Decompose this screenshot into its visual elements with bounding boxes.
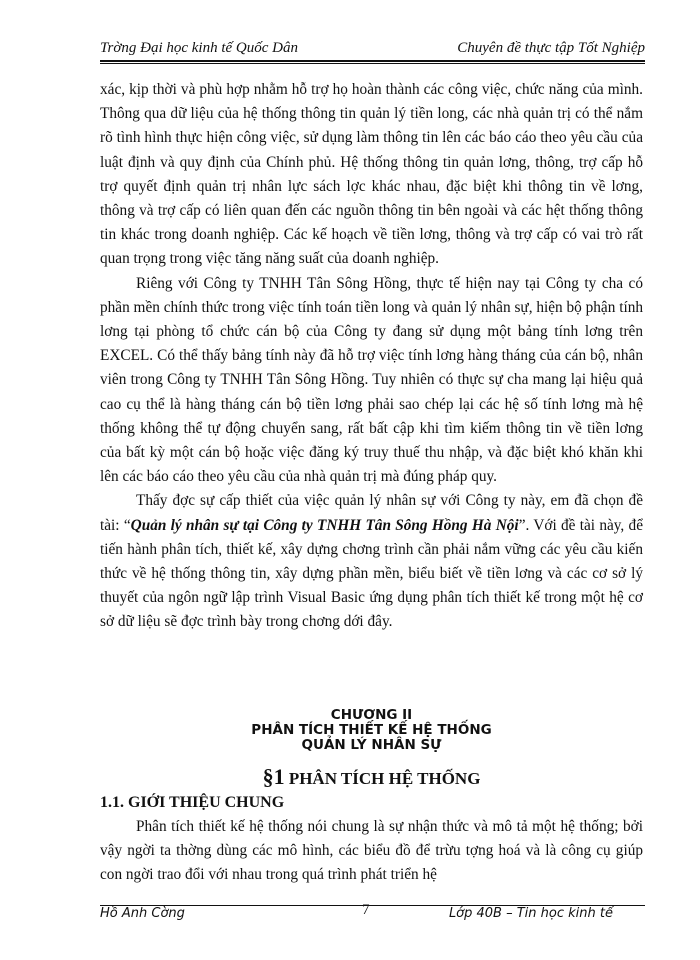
paragraph-2: Riêng với Công ty TNHH Tân Sông Hồng, thực tế hiện nay tại Công ty cha có phần mền chính thức trong việc tính toán tiền long và quản lý nhân sự, hiện bộ phận tính lơng tại phòng tổ chức cán bộ của Công ty đang sử dụng một bảng tính lơng trên EXCEL. Có thể thấy bảng tính này đã hỗ trợ việc tính lơng hàng tháng của cán bộ, nhân viên trong Công ty TNHH Tân Sông Hồng. Tuy nhiên có thực sự cha mang lại hiệu quả cao cụ thể là hàng tháng cán bộ tiền lơng phải sao chép lại các hệ số tính lơng mà hệ thống không thể tự động chuyển sang, rất bất cập khi tìm kiếm thông tin về tiền lơng của bất kỳ một cán bộ hoặc việc đăng ký truy thuế thu nhập, và đặc biệt khó khăn khi lên các báo cáo theo yêu cầu của nhà quản trị mà đúng pháp quy. [100,274,643,486]
header-school: Trờng Đại học kinh tế Quốc Dân [100,40,298,56]
paragraph-1: xác, kịp thời và phù hợp nhằm hỗ trợ họ hoàn thành các công việc, chức năng của mình. Thông qua dữ liệu của hệ thống thông tin quản lý tiền long, các nhà quản trị có thể nắm rõ tình hình thực hiện công việc, sử dụng làm thông tin lên các báo cáo theo yêu cầu của luật định và quy định của Chính phủ. Hệ thống thông tin quản lơng, thông, trợ cấp hỗ trợ quyết định quản trị nhân lực sách lợc khác nhau, đặc biệt khi thông tin về lơng, thông và trợ cấp có liên quan đến các nguồn thông tin bên ngoài và các hệt thống thông tin khác trong doanh nghiệp. Các kế hoạch về tiền lơng, thông và trợ cấp có vai trò rất quan trọng trong việc tăng năng suất của doanh nghiệp. [100,81,643,268]
paragraph-3-before: Thấy đợc sự cấp thiết của việc quản lý nhân sự với Công ty này, em đã chọn đề tài: “ [100,492,643,534]
header-rule [100,63,645,64]
footer-author: Hồ Anh Cờng [100,906,185,921]
section-title: PHÂN TÍCH HỆ THỐNG [288,769,481,788]
section-symbol: §1 [262,764,285,789]
page-header [100,38,645,62]
intro-paragraph: Phân tích thiết kế hệ thống nói chung là sự nhận thức và mô tả một hệ thống; bởi vậy ngời ta thờng dùng các mô hình, các biểu đồ để trừu tợng hoá và là công cụ giúp con ngời trao đổi với nhau trong quá trình phát triển hệ [100,818,643,884]
page-number: 7 [362,902,370,918]
chapter-title-line-2: QUẢN LÝ NHÂN SỰ [301,737,442,753]
section-heading [100,764,643,790]
chapter-heading [100,708,643,753]
thesis-title: Quản lý nhân sự tại Công ty TNHH Tân Sông Hồng Hà Nội [130,516,519,534]
header-report-title: Chuyên đề thực tập Tốt Nghiệp [457,40,645,56]
footer-class: Lớp 40B – Tin học kinh tế [448,906,613,921]
chapter-title-line-1: PHÂN TÍCH THIẾT KẾ HỆ THỐNG [251,722,492,738]
body-text [100,78,643,635]
paragraph-3-after: ”. Với đề tài này, để tiến hành phân tích, thiết kế, xây dựng chơng trình cần phải nắm vững các yêu cầu kiến thức về hệ thống thông tin, xây dựng phần mền, biểu biết về tiền lơng và các cơ sở lý thuyết của ngôn ngữ lập trình Visual Basic ứng dụng phân tích thiết kế trong một hệ cơ sở dữ liệu sẽ đợc trình bày trong chơng dới đây. [100,516,643,631]
subsection-heading: 1.1. GIỚI THIỆU CHUNG [100,794,285,811]
intro-text [100,815,643,888]
paragraph-3 [100,489,643,634]
chapter-number: CHƯƠNG II [330,707,413,723]
